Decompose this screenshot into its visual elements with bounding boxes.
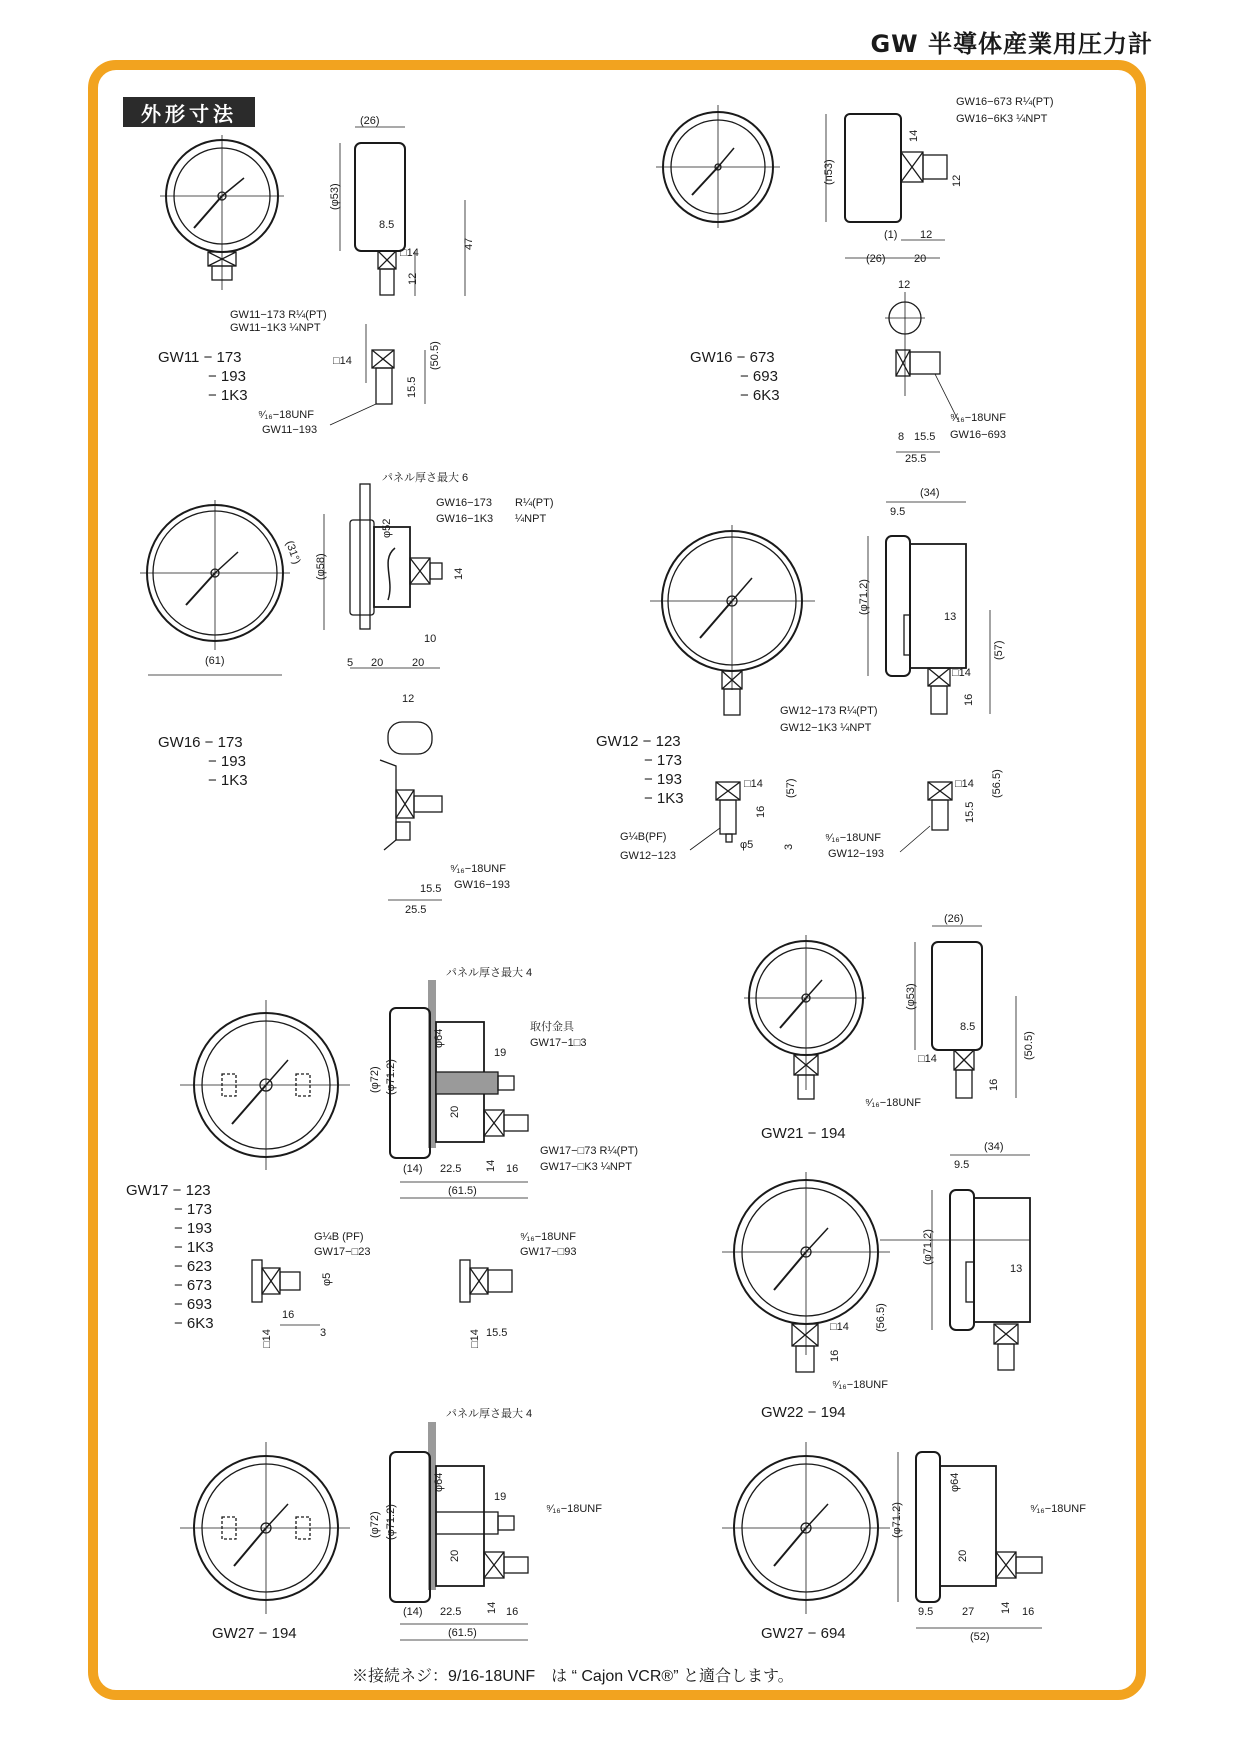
gw12-dim-sq14: □14 [952,667,971,679]
gw16a-dim-12v: 12 [951,174,963,187]
gw17-dim-sq14: □14 [261,1329,273,1348]
gw27a-dim-20: 20 [449,1549,461,1562]
gw27a-dim-712: (φ71.2) [385,1504,397,1540]
gw16b-model-2: − 193 [208,753,246,770]
gw16b-dim-5: 5 [347,657,354,669]
gw27b-model-1: GW27 − 694 [761,1625,846,1642]
gw27a-panel: パネル厚さ最大 4 [446,1408,533,1420]
gw12-front-view [650,525,815,715]
gw11-model-2: − 193 [208,368,246,385]
gw16b-note-2: R¼(PT) [515,497,554,509]
gw12-model-1: GW12 − 123 [596,733,681,750]
gw17-dim-sq14b: □14 [469,1329,481,1348]
gw11-dim-12: 12 [407,272,419,285]
gw17-93-detail [460,1260,512,1302]
gw12-note-1: GW12−173 R¼(PT) [780,705,878,717]
gw16a-dim-20: 20 [914,253,927,265]
gw17-dim-712: (φ71.2) [385,1059,397,1095]
gw16a-note-3: ⁹⁄₁₆−18UNF [950,412,1006,424]
gw27a-note-1: ⁹⁄₁₆−18UNF [546,1503,602,1515]
gw27a-dim-14: 14 [486,1601,498,1614]
gw16b-dim-14: 14 [453,567,465,580]
gw12-dim-5: φ5 [740,839,754,851]
gw12-dim-16: 16 [963,693,975,706]
gw12-dim-16b: 16 [755,805,767,818]
gw11-dim-85: 8.5 [379,219,395,231]
gw12-dim-34: (34) [920,487,940,499]
gw16b-193-detail [380,722,442,900]
gw12-dim-3: 3 [783,843,795,850]
gw27b-side-view [898,1452,1042,1628]
gw11-dim-26: (26) [360,115,380,127]
gw17-dim-225: 22.5 [440,1163,462,1175]
gw27b-dim-52: (52) [970,1631,990,1643]
gw17-note-3: GW17−□K3 ¼NPT [540,1161,632,1173]
gw17-model-6: − 673 [174,1277,212,1294]
gw17-model-7: − 693 [174,1296,212,1313]
gw12-193-detail [900,782,952,852]
gw12-dim-712: (φ71.2) [858,579,870,615]
gw12-note-4: GW12−123 [620,850,676,862]
gw11-dim-sq14: □14 [400,247,419,259]
gw17-model-4: − 1K3 [174,1239,214,1256]
gw22-front-view [722,1172,890,1372]
gw16a-dim-n53: (n53) [823,159,835,185]
gw27a-front-view [180,1442,350,1614]
gw27b-dim-20: 20 [957,1549,969,1562]
gw12-note-5: ⁹⁄₁₆−18UNF [825,832,881,844]
gw17-bracket: 取付金具 [530,1021,574,1033]
gw16b-dim-12: 12 [402,693,415,705]
gw12-note-2: GW12−1K3 ¼NPT [780,722,872,734]
gw17-note-4: G¼B (PF) [314,1231,364,1243]
gw22-dim-16: 16 [829,1349,841,1362]
footer-note: ※接続ネジ：9/16-18UNF は “ Cajon VCR®” と適合します。 [352,1668,794,1685]
gw17-note-6: ⁹⁄₁₆−18UNF [520,1231,576,1243]
gw17-panel: パネル厚さ最大 4 [446,967,533,979]
gw16a-dim-12top: 12 [898,279,911,291]
gw16b-dim-20b: 20 [412,657,425,669]
gw12-dim-57b: (57) [785,778,797,798]
gw22-note-1: ⁹⁄₁₆−18UNF [832,1379,888,1391]
gw11-note-1: GW11−173 R¼(PT) [230,309,327,321]
gw16b-dim-52: φ52 [381,518,393,538]
gw11-note-2: GW11−1K3 ¼NPT [230,322,321,334]
gw27a-dim-615: (61.5) [448,1627,477,1639]
gw17-dim-615: (61.5) [448,1185,477,1197]
gw12-dim-57: (57) [993,640,1005,660]
gw21-model-1: GW21 − 194 [761,1125,846,1142]
gw16a-note-2: GW16−6K3 ¼NPT [956,113,1048,125]
gw17-front-view [180,1000,350,1170]
gw16a-model-1: GW16 − 673 [690,349,775,366]
gw16a-dim-155: 15.5 [914,431,936,443]
gw17-dim-19: 19 [494,1047,507,1059]
gw21-dim-85: 8.5 [960,1021,976,1033]
gw11-dim-sq14b: □14 [333,355,352,367]
section-title: 外形寸法 [123,97,255,127]
gw16b-dim-61: (61) [205,655,225,667]
page-title: GW 半導体産業用圧力計 [870,30,1153,58]
gw27a-dim-16: 16 [506,1606,519,1618]
gw27a-dim-14p: (14) [403,1606,423,1618]
gw27b-front-view [722,1442,890,1614]
gw12-dim-sq14b: □14 [744,778,763,790]
gw22-side-view [880,1155,1030,1370]
gw12-dim-155: 15.5 [964,801,976,823]
gw21-dim-16: 16 [988,1078,1000,1091]
gw21-dim-53: (φ53) [905,983,917,1010]
gw22-dim-13: 13 [1010,1263,1023,1275]
gw17-dim-14: 14 [485,1159,497,1172]
gw11-model-1: GW11 − 173 [158,349,242,366]
gw17-dim-14p: (14) [403,1163,423,1175]
gw16b-model-3: − 1K3 [208,772,248,789]
gw17-dim-16b: 16 [282,1309,295,1321]
gw17-note-7: GW17−□93 [520,1246,577,1258]
gw16a-note-1: GW16−673 R¼(PT) [956,96,1054,108]
gw27b-dim-95: 9.5 [918,1606,934,1618]
gw21-side-view [915,926,1016,1098]
gw11-dim-505: (50.5) [429,341,441,370]
gw12-dim-13: 13 [944,611,957,623]
gw12-dim-95: 9.5 [890,506,906,518]
gw16b-note-6: GW16−193 [454,879,510,891]
gw16b-dim-155: 15.5 [420,883,442,895]
gw16a-note-4: GW16−693 [950,429,1006,441]
gw27b-dim-14: 14 [1000,1601,1012,1614]
gw27a-dim-19: 19 [494,1491,507,1503]
gw16b-model-1: GW16 − 173 [158,734,243,751]
gw16a-front-view [656,105,780,228]
gw21-dim-26: (26) [944,913,964,925]
gw21-note-1: ⁹⁄₁₆−18UNF [865,1097,921,1109]
gw22-dim-565: (56.5) [875,1303,887,1332]
gw16a-dim-255: 25.5 [905,453,927,465]
gw16b-front-view [140,500,290,675]
gw27a-model-1: GW27 − 194 [212,1625,297,1642]
gw11-note-3: ⁹⁄₁₆−18UNF [258,409,314,421]
gw16b-dim-10: 10 [424,633,437,645]
gw17-model-8: − 6K3 [174,1315,214,1332]
gw22-dim-sq14: □14 [830,1321,849,1333]
gw16a-dim-26: (26) [866,253,886,265]
gw12-model-3: − 193 [644,771,682,788]
gw16b-dim-20a: 20 [371,657,384,669]
gw27b-dim-16: 16 [1022,1606,1035,1618]
gw16a-dim-14: 14 [908,129,920,142]
gw27a-dim-225: 22.5 [440,1606,462,1618]
gw22-dim-712: (φ71.2) [922,1229,934,1265]
gw11-model-3: − 1K3 [208,387,248,404]
gw12-note-3: G¼B(PF) [620,831,667,843]
gw27b-dim-64: φ64 [949,1472,961,1492]
gw16a-dim-8: 8 [898,431,905,443]
gw17-note-1: GW17−1□3 [530,1037,587,1049]
gw17-dim-3: 3 [320,1327,327,1339]
gw16b-dim-58: (φ58) [315,553,327,580]
gw12-model-4: − 1K3 [644,790,684,807]
gw27a-dim-72: (φ72) [369,1511,381,1538]
gw17-note-2: GW17−□73 R¼(PT) [540,1145,639,1157]
gw16b-dim-255: 25.5 [405,904,427,916]
gw17-dim-20: 20 [449,1105,461,1118]
gw12-side-view [868,502,990,714]
gw16a-model-2: − 693 [740,368,778,385]
gw17-dim-72: (φ72) [369,1066,381,1093]
gw16b-dim-31: (31°) [282,539,303,566]
gw12-dim-565: (56.5) [991,769,1003,798]
gw11-dim-53: (φ53) [329,183,341,210]
gw27b-note-1: ⁹⁄₁₆−18UNF [1030,1503,1086,1515]
gw17-model-3: − 193 [174,1220,212,1237]
gw16a-693-detail [885,292,958,452]
gw21-front-view [744,935,866,1099]
gw22-model-1: GW22 − 194 [761,1404,846,1421]
gw11-front-view [160,135,284,290]
gw12-dim-sq14c: □14 [955,778,974,790]
gw17-note-5: GW17−□23 [314,1246,371,1258]
gw17-dim-16: 16 [506,1163,519,1175]
gw17-model-1: GW17 − 123 [126,1182,211,1199]
gw21-dim-sq14: □14 [918,1053,937,1065]
gw27b-dim-712: (φ71.2) [891,1502,903,1538]
gw17-dim-155: 15.5 [486,1327,508,1339]
gw27b-dim-27: 27 [962,1606,975,1618]
gw22-dim-95: 9.5 [954,1159,970,1171]
gw16a-dim-12: 12 [920,229,933,241]
gw16b-panel: パネル厚さ最大 6 [382,472,469,484]
gw17-dim-64: φ64 [433,1028,445,1048]
gw27a-dim-64: φ64 [433,1472,445,1492]
gw12-123-detail [690,782,740,850]
gw16b-note-3: GW16−1K3 [436,513,494,525]
gw16a-model-3: − 6K3 [740,387,780,404]
gw12-note-6: GW12−193 [828,848,884,860]
gw22-dim-34: (34) [984,1141,1004,1153]
gw17-dim-5: φ5 [321,1272,333,1286]
gw21-dim-505: (50.5) [1023,1031,1035,1060]
gw11-dim-47: 47 [463,237,475,250]
gw16b-note-4: ¼NPT [515,513,547,525]
gw11-dim-155: 15.5 [406,376,418,398]
gw16b-note-5: ⁹⁄₁₆−18UNF [450,863,506,875]
gw16a-dim-1: (1) [884,229,898,241]
gw17-model-5: − 623 [174,1258,212,1275]
gw16b-note-1: GW16−173 [436,497,492,509]
gw11-note-4: GW11−193 [262,424,318,436]
gw17-model-2: − 173 [174,1201,212,1218]
gw12-model-2: − 173 [644,752,682,769]
